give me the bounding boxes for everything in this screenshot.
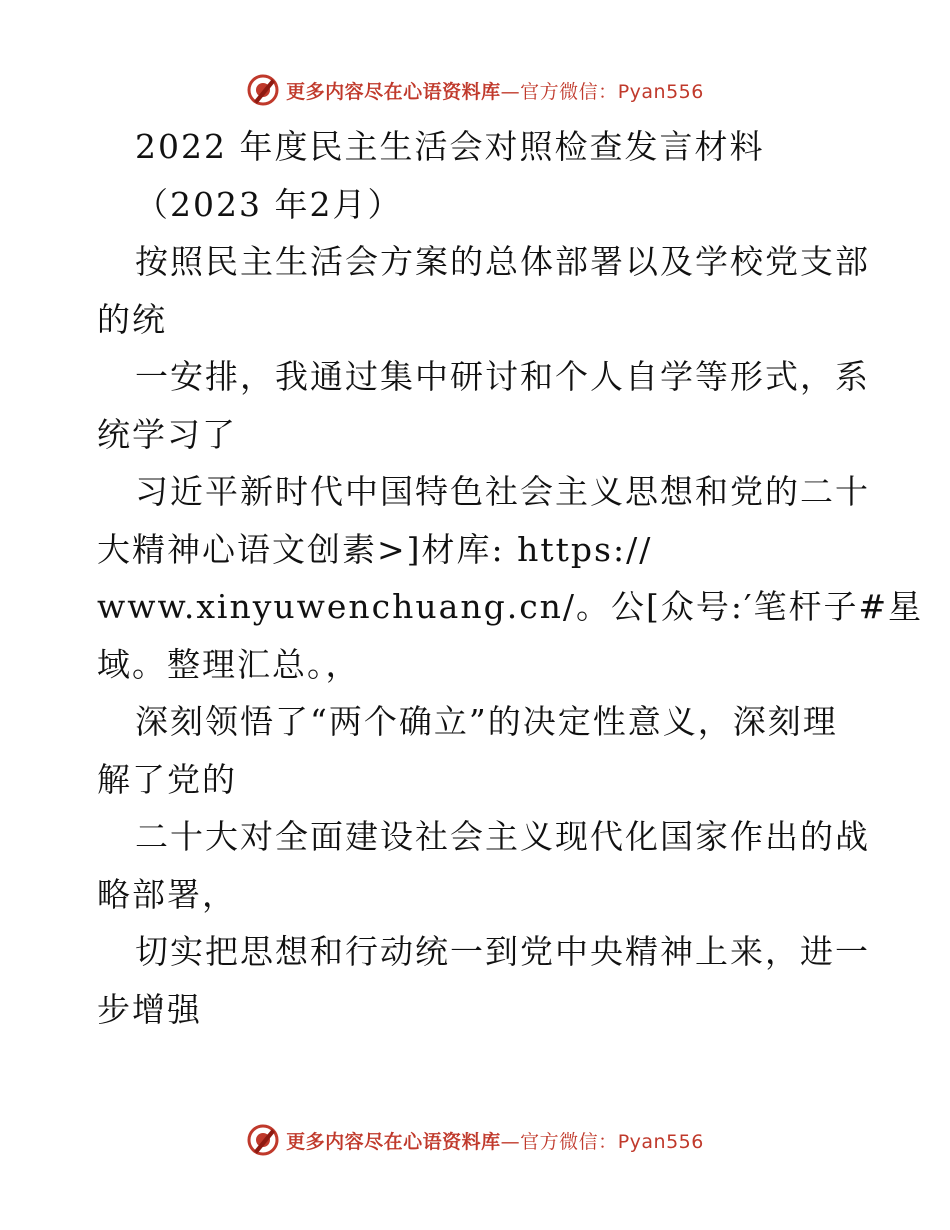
paragraph-line: 的统 [97, 299, 167, 339]
paragraph-line: 习近平新时代中国特色社会主义思想和党的二十 [135, 472, 870, 511]
banner-text [286, 77, 704, 104]
banner-text [286, 1127, 704, 1154]
paragraph-line: www.xinyuwenchuang.cn/。公[众号:′笔杆子#星 [97, 587, 924, 626]
banner-wechat-label: 官方微信： [520, 1130, 618, 1153]
banner-wechat-id: Pyan556 [617, 1130, 704, 1153]
pen-logo-icon [246, 73, 280, 107]
document-title: 2022 年度民主生活会对照检查发言材料 [135, 127, 765, 166]
paragraph-line: 切实把思想和行动统一到党中央精神上来，进一 [135, 932, 870, 971]
header-banner [0, 70, 950, 110]
document-body [97, 118, 924, 1038]
banner-separator: — [500, 1130, 521, 1153]
pen-logo-icon [246, 1123, 280, 1157]
paragraph-line: 大精神心语文创素>]材库: https:// [97, 529, 653, 569]
banner-main-text: 更多内容尽在心语资料库 [286, 1130, 501, 1153]
paragraph-line: 略部署， [97, 874, 237, 914]
paragraph-line: 一安排，我通过集中研讨和个人自学等形式，系 [135, 357, 870, 396]
document-date: （2023 年2月） [135, 184, 403, 224]
paragraph-line: 按照民主生活会方案的总体部署以及学校党支部 [135, 242, 870, 281]
footer-banner [0, 1120, 950, 1160]
paragraph-line: 统学习了 [97, 414, 237, 454]
paragraph-line: 深刻领悟了“两个确立”的决定性意义，深刻理 [135, 702, 838, 741]
paragraph-line: 域。整理汇总。， [97, 644, 361, 684]
banner-separator: — [500, 80, 521, 103]
banner-main-text: 更多内容尽在心语资料库 [286, 80, 501, 103]
paragraph-line: 解了党的 [97, 759, 237, 799]
paragraph-line: 步增强 [97, 989, 202, 1029]
banner-wechat-label: 官方微信： [520, 80, 618, 103]
banner-wechat-id: Pyan556 [617, 80, 704, 103]
paragraph-line: 二十大对全面建设社会主义现代化国家作出的战 [135, 817, 870, 856]
